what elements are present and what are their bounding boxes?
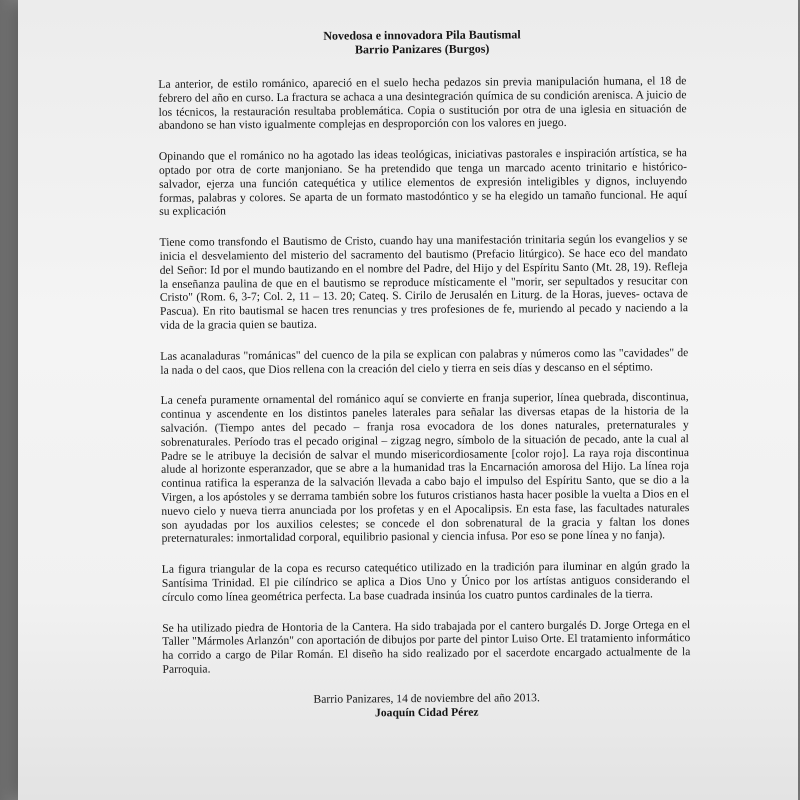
paragraph-1: La anterior, de estilo románico, apareció en el suelo hecha pedazos sin previa manipulación humana, el 18 de febrero del año en curso. La fractura se achaca a una desintegración química de su condición arenisca. A juicio de los técnicos, la restauración resultaba problemática. Copia o sustitución por otra de una iglesia en situación de abandono se han visto igualmente complejas en desproporción con los valores en juego.: [158, 74, 687, 133]
paper-sheet: [18, 0, 798, 800]
paragraph-6: La figura triangular de la copa es recurso catequético utilizado en la tradición para iluminar en algún grado la Santísima Trinidad. El pie cilíndrico se aplica a Dios Uno y Único por los artístas antiguos considerando el círculo como línea geométrica perfecta. La base cuadrada insinúa los cuatro puntos cardinales de la tierra.: [161, 559, 690, 604]
document-title: [158, 26, 686, 58]
author-name: Joaquín Cidad Pérez: [374, 705, 479, 720]
paragraph-5: La cenefa puramente ornamental del románico aquí se convierte en franja superior, línea quebrada, discontinua, continua y ascendente en los distintos paneles laterales para señalar las diversas etapas de la historia de la salvación. (Tiempo antes del pecado – franja rosa evocadora de los dones naturales, preternaturales y sobrenaturales. Período tras el pecado original – zigzag negro, símbolo de la situación de pecado, ante la cual al Padre se le atribuye la decisión de salvar el mundo misericordiosamente [color rojo]. La raya roja discontinua alude al horizonte esperanzador, que se abre a la humanidad tras la Encarnación amorosa del Hijo. La línea roja continua ratifica la esperanza de la salvación llevada a cabo bajo el impulso del Espíritu Santo, que se dio a la Virgen, a los apóstoles y se derrama también sobre los futuros cristianos hasta hacer posible la vuelta a Dios en el nuevo cielo y nueva tierra anunciada por los profetas y en el Apocalipsis. En esta fase, las facultades naturales son ayudadas por los auxilios celestes; se concede el don sobrenatural de la gracia y faltan los dones preternaturales: inmortalidad corporal, equilibrio pasional y ciencia infusa. Por eso se pone línea y no fanja).: [160, 390, 690, 546]
paragraph-7: Se ha utilizado piedra de Hontoria de la Cantera. Ha sido trabajada por el cantero burgalés D. Jorge Ortega en el Taller "Mármoles Arlanzón" con aportación de dibujos por parte del pintor Luiso Orte. El tratamiento informático ha corrido a cargo de Pilar Román. El diseño ha sido realizado por el sacerdote encargado actualmente de la Parroquia.: [162, 617, 691, 676]
paragraph-3: Tiene como transfondo el Bautismo de Cristo, cuando hay una manifestación trinitaria según los evangelios y se inicia el desvelamiento del misterio del sacramento del bautismo (Prefacio litúrgico). Se hace eco del mandato del Señor: Id por el mundo bautizando en el nombre del Padre, del Hijo y del Espíritu Santo (Mt. 28, 19). Refleja la enseñanza paulina de que en el bautismo se reproduce místicamente el "morir, ser sepultados y resucitar con Cristo" (Rom. 6, 3-7; Col. 2, 11 – 13. 20; Cateq. S. Cirilo de Jerusalén en Liturg. de la Horas, jueves- octava de Pascua). En rito bautismal se hacen tres renuncias y tres profesiones de fe, muriendo al pecado y naciendo a la vida de la gracia quien se bautiza.: [159, 232, 689, 332]
paragraph-4: Las acanaladuras "románicas" del cuenco de la pila se explican con palabras y números como las "cavidades" de la nada o del caos, que Dios rellena con la creación del cielo y tierra en seis días y descanso en el séptimo.: [160, 345, 689, 377]
title-line-1: Novedosa e innovadora Pila Bautismal: [323, 27, 521, 43]
title-line-2: Barrio Panizares (Burgos): [354, 41, 490, 57]
signature-block: [163, 690, 691, 722]
document-page: [158, 26, 691, 721]
paragraph-2: Opinando que el románico no ha agotado las ideas teológicas, iniciativas pastorales e inspiración artística, se ha optado por otra de corte manjoniano. Se ha pretendido que tenga un marcado acento trinitario e histórico-salvador, ejerza una función catequética y utilice elementos de expresión inteligibles y dignos, incluyendo formas, palabras y colores. Se aparta de un formato mastodóntico y se ha elegido un tamaño funcional. He aquí su explicación: [158, 146, 688, 219]
place-date: Barrio Panizares, 14 de noviembre del año 2013.: [313, 690, 540, 706]
